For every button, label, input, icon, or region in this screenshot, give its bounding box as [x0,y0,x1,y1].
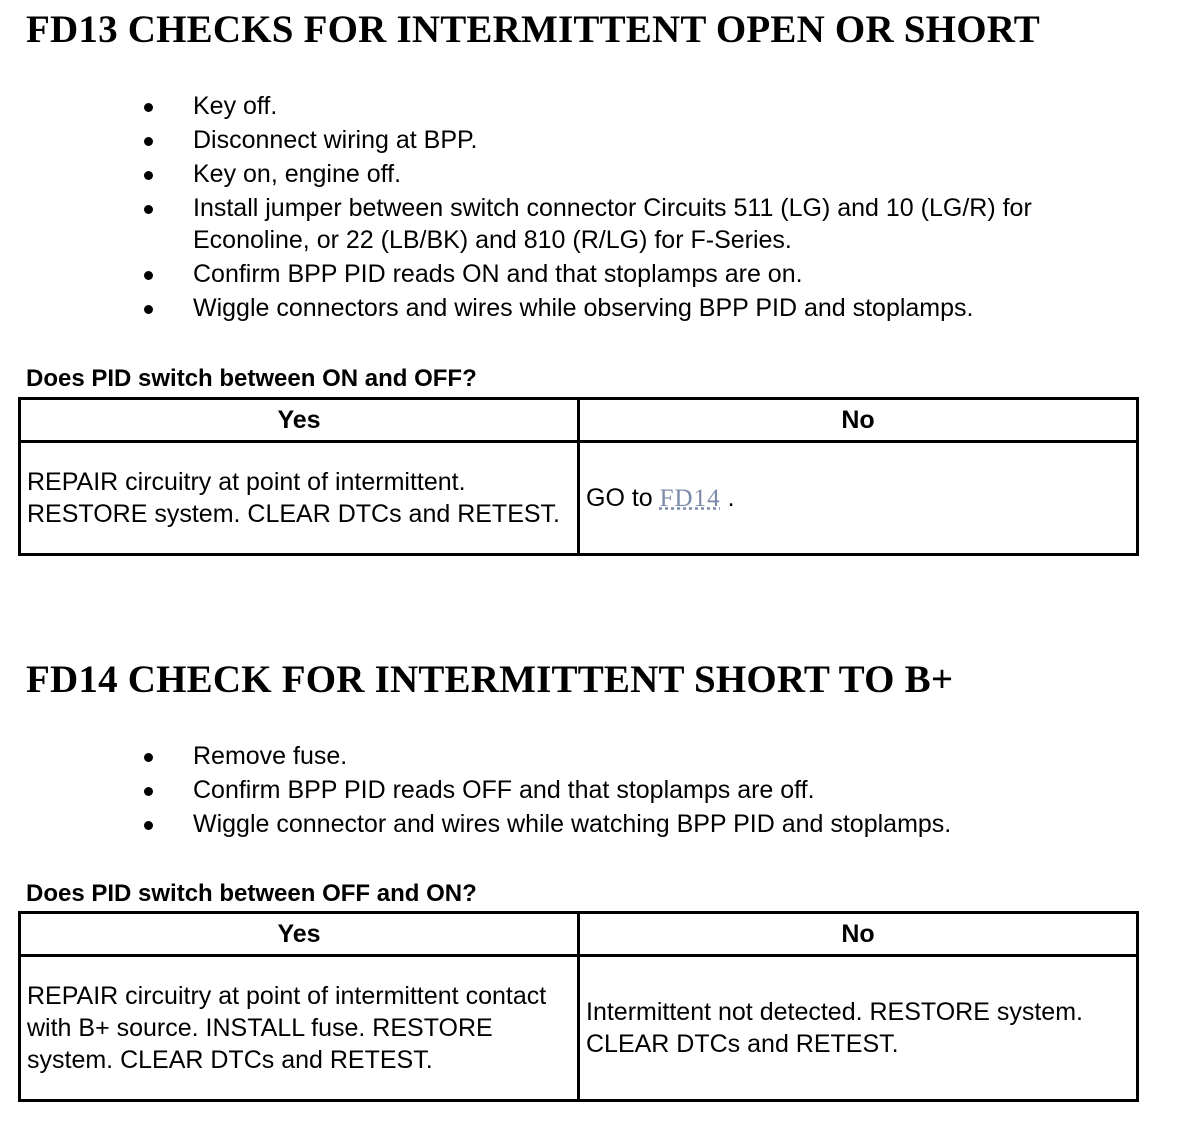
list-item: Wiggle connector and wires while watching BPP PID and stoplamps. [0,808,1143,840]
bullet-icon [144,103,153,112]
bullet-icon [144,171,153,180]
yes-header: Yes [20,399,579,442]
bullet-icon [144,271,153,280]
section-title: FD13 CHECKS FOR INTERMITTENT OPEN OR SHORT [26,8,1040,51]
list-item: Remove fuse. [0,740,1143,772]
section-title: FD14 CHECK FOR INTERMITTENT SHORT TO B+ [26,658,954,701]
bullet-icon [144,787,153,796]
no-cell-suffix: . [727,483,735,512]
bullet-icon [144,753,153,762]
fd14-link[interactable]: FD14 [659,484,721,512]
bullet-icon [144,305,153,314]
no-cell-prefix: GO to [586,483,653,512]
list-item: Install jumper between switch connector Circuits 511 (LG) and 10 (LG/R) for Econoline, or 22 (LB/BK) and 810 (R/LG) for F-Series. [0,192,1143,256]
bullet-icon [144,821,153,830]
yes-cell: REPAIR circuitry at point of intermittent. RESTORE system. CLEAR DTCs and RETEST. [20,442,579,555]
decision-table [18,911,1139,1102]
list-item: Confirm BPP PID reads OFF and that stoplamps are off. [0,774,1143,806]
table-row [20,442,1138,555]
decision-question: Does PID switch between ON and OFF? [26,365,477,392]
table-header-row [20,913,1138,956]
bullet-icon [144,205,153,214]
decision-table [18,397,1139,556]
yes-cell: REPAIR circuitry at point of intermittent contact with B+ source. INSTALL fuse. RESTORE system. CLEAR DTCs and RETEST. [20,956,579,1101]
bullet-icon [144,137,153,146]
table-row [20,956,1138,1101]
list-item: Disconnect wiring at BPP. [0,124,1143,156]
list-item: Confirm BPP PID reads ON and that stoplamps are on. [0,258,1143,290]
no-header: No [579,913,1138,956]
no-cell [579,442,1138,555]
list-item: Wiggle connectors and wires while observing BPP PID and stoplamps. [0,292,1143,324]
step-list [0,740,1143,842]
decision-question: Does PID switch between OFF and ON? [26,880,477,907]
step-list [0,90,1143,326]
no-header: No [579,399,1138,442]
list-item: Key on, engine off. [0,158,1143,190]
list-item: Key off. [0,90,1143,122]
yes-header: Yes [20,913,579,956]
no-cell: Intermittent not detected. RESTORE system. CLEAR DTCs and RETEST. [579,956,1138,1101]
table-header-row [20,399,1138,442]
